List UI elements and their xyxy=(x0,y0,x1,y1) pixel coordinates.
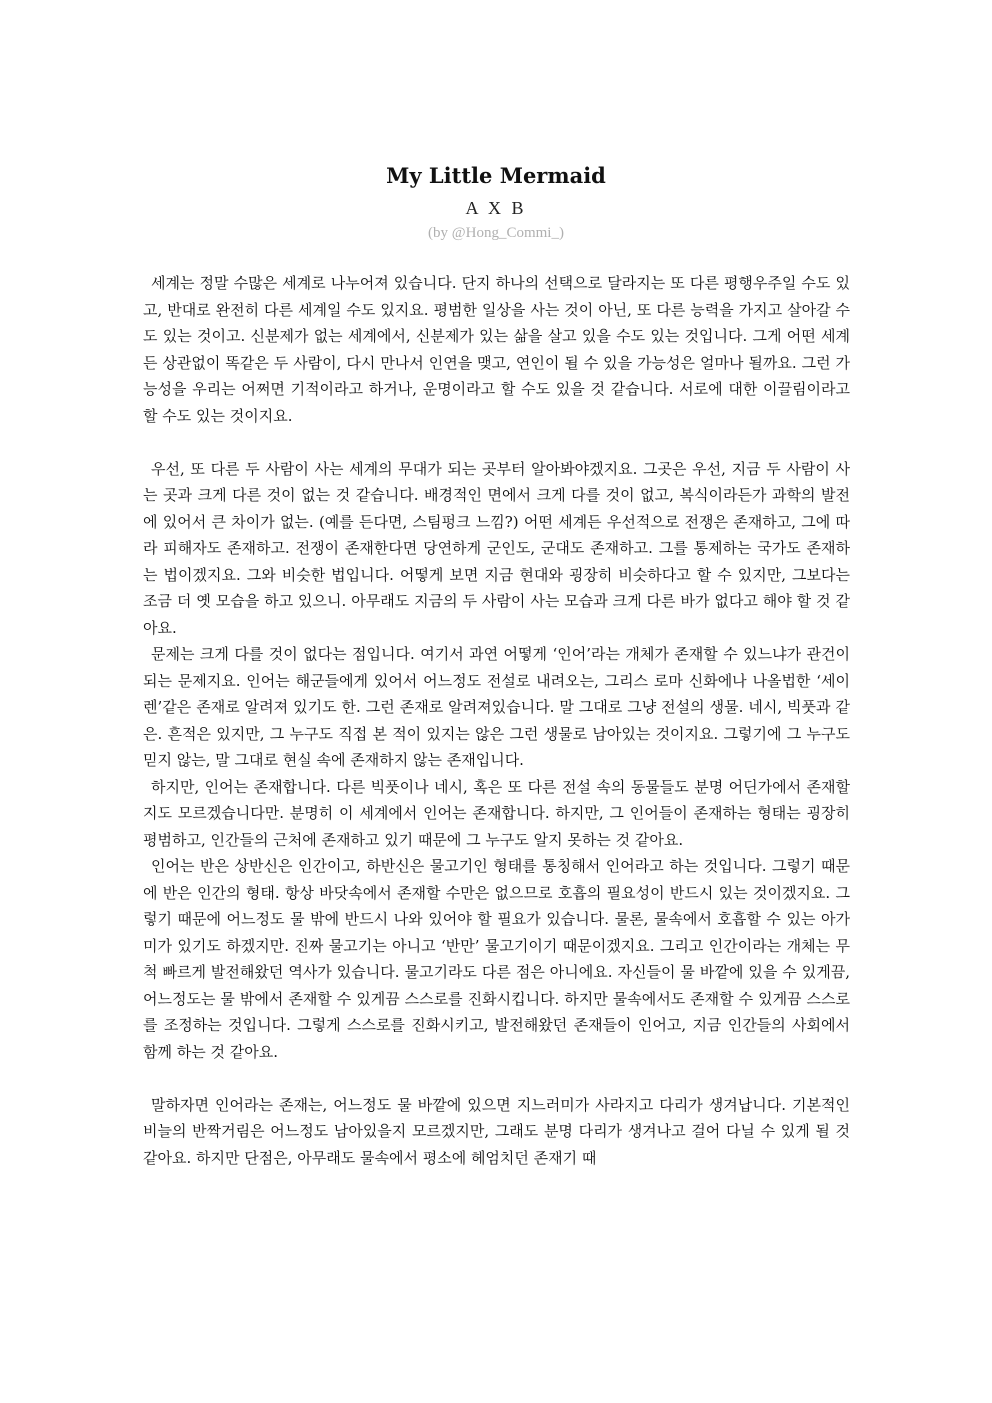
paragraph-1: 세계는 정말 수많은 세계로 나누어져 있습니다. 단지 하나의 선택으로 달라지는 또 다른 평행우주일 수도 있고, 반대로 완전히 다른 세계일 수도 있지요. 평범한 일상을 사는 것이 아닌, 또 다른 능력을 가지고 살아갈 수도 있는 것이고. 신분제가 없는 세계에서, 신분제가 있는 삶을 살고 있을 수도 있는 것입니다. 그게 어떤 세계든 상관없이 똑같은 두 사람이, 다시 만나서 인연을 맺고, 연인이 될 수 있을 가능성은 얼마나 될까요. 그런 가능성을 우리는 어쩌면 기적이라고 하거나, 운명이라고 할 수도 있을 것 같습니다. 서로에 대한 이끌림이라고 할 수도 있는 것이지요. xyxy=(143,274,850,425)
document-title: My Little Mermaid xyxy=(386,163,606,188)
paragraph-spacer xyxy=(143,429,850,456)
paragraph-spacer xyxy=(143,1065,850,1092)
document-subtitle: A X B xyxy=(465,198,527,218)
author-credit: (by @Hong_Commi_) xyxy=(428,225,564,241)
document-header xyxy=(0,160,992,244)
paragraph-3: 문제는 크게 다를 것이 없다는 점입니다. 여기서 과연 어떻게 ‘인어’라는 개체가 존재할 수 있느냐가 관건이 되는 문제지요. 인어는 해군들에게 있어서 어느정도 전설로 내려오는, 그리스 로마 신화에나 나올법한 ‘세이렌’같은 존재로 알려져 있기도 한. 그런 존재로 알려져있습니다. 말 그대로 그냥 전설의 생물. 네시, 빅풋과 같은. 흔적은 있지만, 그 누구도 직접 본 적이 있지는 않은 그런 생물로 남아있는 것이지요. 그렇기에 그 누구도 믿지 않는, 말 그대로 현실 속에 존재하지 않는 존재입니다. xyxy=(143,645,850,769)
paragraph-6: 말하자면 인어라는 존재는, 어느정도 물 바깥에 있으면 지느러미가 사라지고 다리가 생겨납니다. 기본적인 비늘의 반짝거림은 어느정도 남아있을지 모르겠지만, 그래도 분명 다리가 생겨나고 걸어 다닐 수 있게 될 것 같아요. 하지만 단점은, 아무래도 물속에서 평소에 헤엄치던 존재기 때 xyxy=(143,1095,850,1167)
paragraph-5: 인어는 반은 상반신은 인간이고, 하반신은 물고기인 형태를 통칭해서 인어라고 하는 것입니다. 그렇기 때문에 반은 인간의 형태. 항상 바닷속에서 존재할 수만은 없으므로 호흡의 필요성이 반드시 있는 것이겠지요. 그렇기 때문에 어느정도 물 밖에 반드시 나와 있어야 할 필요가 있습니다. 물론, 물속에서 호흡할 수 있는 아가미가 있기도 하겠지만. 진짜 물고기는 아니고 ‘반만’ 물고기이기 때문이겠지요. 그리고 인간이라는 개체는 무척 빠르게 발전해왔던 역사가 있습니다. 물고기라도 다른 점은 아니에요. 자신들이 물 바깥에 있을 수 있게끔, 어느정도는 물 밖에서 존재할 수 있게끔 스스로를 진화시킵니다. 하지만 물속에서도 존재할 수 있게끔 스스로를 조정하는 것입니다. 그렇게 스스로를 진화시키고, 발전해왔던 존재들이 인어고, 지금 인간들의 사회에서 함께 하는 것 같아요. xyxy=(143,857,850,1061)
paragraph-4: 하지만, 인어는 존재합니다. 다른 빅풋이나 네시, 혹은 또 다른 전설 속의 동물들도 분명 어딘가에서 존재할지도 모르겠습니다만. 분명히 이 세계에서 인어는 존재합니다. 하지만, 그 인어들이 존재하는 형태는 굉장히 평범하고, 인간들의 근처에 존재하고 있기 때문에 그 누구도 알지 못하는 것 같아요. xyxy=(143,777,850,849)
document-body xyxy=(143,270,850,1171)
paragraph-2: 우선, 또 다른 두 사람이 사는 세계의 무대가 되는 곳부터 알아봐야겠지요. 그곳은 우선, 지금 두 사람이 사는 곳과 크게 다른 것이 없는 것 같습니다. 배경적인 면에서 크게 다를 것이 없고, 복식이라든가 과학의 발전에 있어서 큰 차이가 없는. (예를 든다면, 스팀펑크 느낌?) 어떤 세계든 우선적으로 전쟁은 존재하고, 그에 따라 피해자도 존재하고. 전쟁이 존재한다면 당연하게 군인도, 군대도 존재하고. 그를 통제하는 국가도 존재하는 법이겠지요. 그와 비슷한 법입니다. 어떻게 보면 지금 현대와 굉장히 비슷하다고 할 수 있지만, 그보다는 조금 더 옛 모습을 하고 있으니. 아무래도 지금의 두 사람이 사는 모습과 크게 다른 바가 없다고 해야 할 것 같아요. xyxy=(143,459,850,637)
